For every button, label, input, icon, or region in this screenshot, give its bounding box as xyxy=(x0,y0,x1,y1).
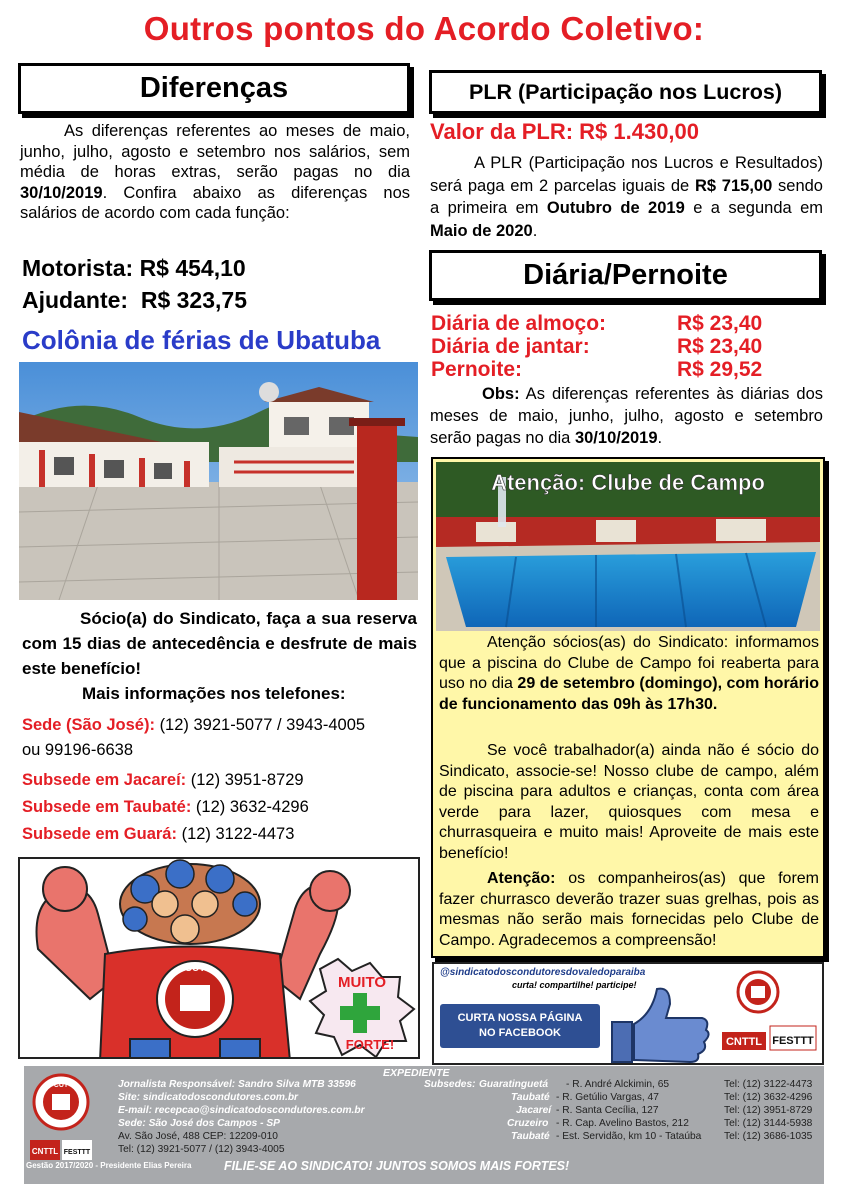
diaria-obs: Obs: As diferenças referentes às diárias dos meses de maio, junho, julho, agosto e setembro serão pagas no dia 30/10/2019. xyxy=(430,385,823,447)
diferencas-heading: Diferenças xyxy=(18,63,410,114)
footer-slogan: FILIE-SE AO SINDICATO! JUNTOS SOMOS MAIS FORTES! xyxy=(224,1159,570,1173)
cartoon-cut-text: CUT xyxy=(184,963,206,974)
contact-sede: Sede (São José): (12) 3921-5077 / 3943-4005 xyxy=(22,716,366,734)
clube-heading: Atenção: Clube de Campo xyxy=(491,470,765,495)
colonia-heading: Colônia de férias de Ubatuba xyxy=(22,325,381,355)
footer-subsede-addr: - R. Getúlio Vargas, 47 xyxy=(556,1092,659,1103)
footer-subsede-city: Guaratinguetá xyxy=(479,1079,549,1090)
footer-subsede-addr: - R. Cap. Avelino Bastos, 212 xyxy=(556,1118,689,1129)
footer-logos xyxy=(30,1072,92,1162)
footer-subsede-tel: Tel: (12) 3144-5938 xyxy=(724,1118,813,1129)
colonia-reserve-text: Sócio(a) do Sindicato, faça a sua reserva com 15 dias de antecedência e desfrute de mais este benefício! xyxy=(22,609,417,678)
facebook-promo[interactable] xyxy=(432,962,824,1065)
footer-logo-cut: CUT xyxy=(53,1082,69,1089)
footer-subsede-city: Jacareí xyxy=(516,1105,552,1116)
footer-subsede-city: Taubaté xyxy=(511,1131,550,1142)
footer-title: EXPEDIENTE xyxy=(383,1067,450,1079)
clube-p1: Atenção sócios(as) do Sindicato: informamos que a piscina do Clube de Campo foi reaberta para uso no dia 29 de setembro (domingo), com horário de funcionamento das 09h às 17h30. xyxy=(439,634,820,713)
footer-tel: Tel: (12) 3921-5077 / (12) 3943-4005 xyxy=(118,1144,285,1155)
footer-sede: Sede: São José dos Campos - SP xyxy=(118,1118,280,1129)
ajudante-line: Ajudante: R$ 323,75 xyxy=(22,287,247,313)
facebook-handle: @sindicatodoscondutoresdovaledoparaiba xyxy=(440,967,646,978)
contact-sede-cell: ou 99196-6638 xyxy=(22,741,134,759)
footer-gestao: Gestão 2017/2020 - Presidente Elias Pereira xyxy=(26,1161,192,1170)
diaria-list xyxy=(431,312,821,384)
facebook-like-button[interactable]: CURTA NOSSA PÁGINA NO FACEBOOK xyxy=(440,1004,600,1048)
facebook-logo-festtt: FESTTT xyxy=(772,1035,814,1047)
diaria-jantar: Diária de jantar: R$ 23,40 xyxy=(431,335,763,358)
footer-address: Av. São José, 488 CEP: 12209-010 xyxy=(118,1131,278,1142)
contact-guara: Subsede em Guará: (12) 3122-4473 xyxy=(22,825,295,843)
footer-email[interactable]: E-mail: recepcao@sindicatodoscondutores.com.br xyxy=(118,1105,365,1116)
clube-p2: Se você trabalhador(a) ainda não é sócio do Sindicato, associe-se! Nosso clube de campo, além de piscina para adultos e crianças, conta com área verde para lazer, quiosques com mesa e churrasqueira e muito mais! Aproveite de mais este benefício! xyxy=(439,742,819,862)
diaria-almoco: Diária de almoço: R$ 23,40 xyxy=(431,312,763,335)
clube-p3: Atenção: os companheiros(as) que forem fazer churrasco deverão trazer suas grelhas, pois as mesmas não serão mais fornecidas pelo Clube de Campo. Agradecemos a compreensão! xyxy=(439,870,819,949)
contacts-list xyxy=(22,713,417,847)
union-logos xyxy=(720,968,820,1060)
badge-muito: MUITO xyxy=(337,974,387,991)
footer-logo-cnttl: CNTTL xyxy=(31,1147,59,1156)
more-info-label: Mais informações nos telefones: xyxy=(82,684,346,703)
clube-box xyxy=(431,457,825,958)
badge-forte: FORTE! xyxy=(345,1037,395,1052)
footer-subsedes-label: Subsedes: xyxy=(424,1079,476,1090)
clube-photo xyxy=(436,462,820,631)
diaria-pernoite: Pernoite: R$ 29,52 xyxy=(431,358,763,381)
footer-subsede-tel: Tel: (12) 3122-4473 xyxy=(724,1079,813,1090)
cartoon-illustration xyxy=(18,857,420,1059)
footer-subsede-city: Taubaté xyxy=(511,1092,550,1103)
motorista-line: Motorista: R$ 454,10 xyxy=(22,255,246,281)
footer-expediente xyxy=(24,1066,824,1184)
footer-logo-festtt: FESTTT xyxy=(63,1149,91,1156)
footer-subsede-addr: - Est. Servidão, km 10 - Tataúba xyxy=(556,1131,702,1142)
page-title: Outros pontos do Acordo Coletivo: xyxy=(143,10,705,47)
footer-subsede-tel: Tel: (12) 3951-8729 xyxy=(724,1105,813,1116)
facebook-logo-cnttl: CNTTL xyxy=(725,1036,763,1048)
facebook-tagline: curta! compartilhe! participe! xyxy=(512,980,637,990)
footer-subsede-tel: Tel: (12) 3686-1035 xyxy=(724,1131,813,1142)
contact-jacarei: Subsede em Jacareí: (12) 3951-8729 xyxy=(22,771,304,789)
diaria-heading: Diária/Pernoite xyxy=(429,250,822,301)
footer-subsede-addr: - R. Santa Cecília, 127 xyxy=(556,1105,659,1116)
footer-subsede-city: Cruzeiro xyxy=(507,1118,549,1129)
plr-value: Valor da PLR: R$ 1.430,00 xyxy=(430,119,700,144)
plr-heading: PLR (Participação nos Lucros) xyxy=(429,70,822,114)
thumbs-up-icon xyxy=(602,984,714,1064)
plr-text: A PLR (Participação nos Lucros e Resultados) será paga em 2 parcelas iguais de R$ 715,00 sendo a primeira em Outubro de 2019 e a segunda em Maio de 2020. xyxy=(430,154,824,240)
contact-taubate: Subsede em Taubaté: (12) 3632-4296 xyxy=(22,798,309,816)
footer-site[interactable]: Site: sindicatodoscondutores.com.br xyxy=(118,1092,299,1103)
diferencas-text: As diferenças referentes ao meses de maio, junho, julho, agosto e setembro nos salários, sem média de horas extras, serão pagas no dia 30/10/2019. Confira abaixo as diferenças nos salários de acordo com cada função: xyxy=(20,122,410,222)
colonia-photo xyxy=(19,362,418,600)
footer-subsede-addr: - R. André Alckimin, 65 xyxy=(566,1079,670,1090)
footer-jornalista: Jornalista Responsável: Sandro Silva MTB 33596 xyxy=(118,1079,356,1090)
footer-subsede-tel: Tel: (12) 3632-4296 xyxy=(724,1092,813,1103)
